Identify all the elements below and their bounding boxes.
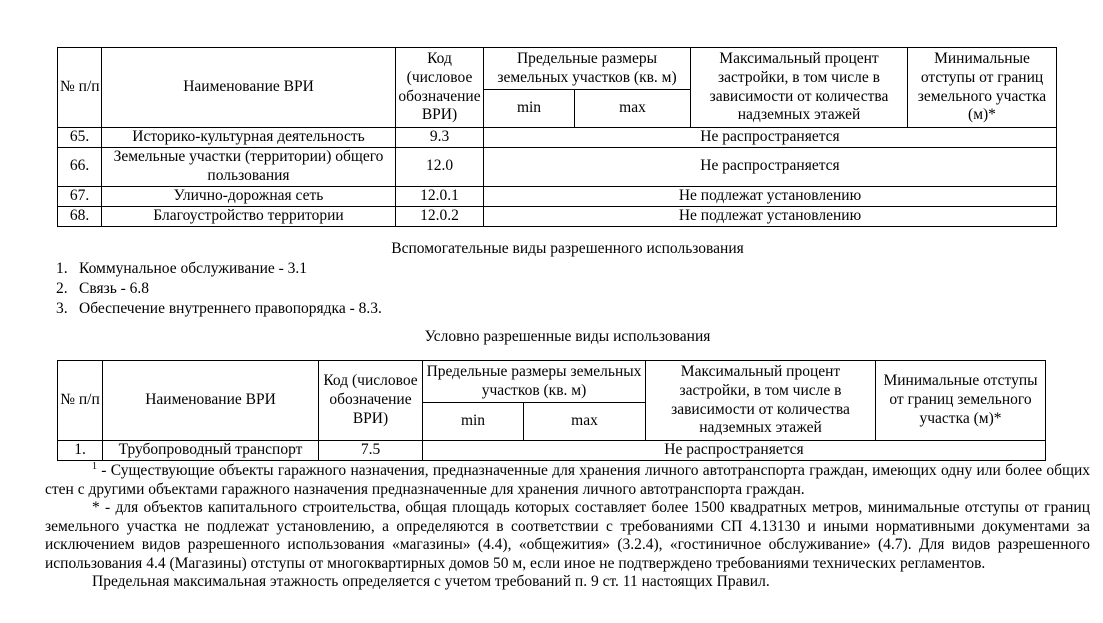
list-item-text: Коммунальное обслуживание - 3.1 xyxy=(79,260,308,277)
table-row xyxy=(58,441,1046,461)
main-col-header-min: min xyxy=(484,90,575,128)
row-num-cell: 65. xyxy=(58,128,102,148)
list-item-text: Связь - 6.8 xyxy=(79,280,150,297)
cond-col-header-size-group: Предельные размеры земельных участков (кв. м) xyxy=(423,361,646,403)
status-cell: Не распространяется xyxy=(423,441,1046,461)
cond-col-header-min: min xyxy=(423,403,524,441)
footnote-star: * - для объектов капитального строительства, общая площадь которых составляет более 1500 квадратных метров, минимальные отступы от границ земельного участка не подлежат установлению, а определяются в соответствии с требованиями СП 4.13130 и иными нормативными документами за исключением видов разрешенного использования «магазины» (4.4), «общежития» (3.2.4), «гостиничное обслуживание» (4.7). Для видов разрешенного использования 4.4 (Магазины) отступы от многоквартирных домов 50 м, если иное не подтверждено требованиями технических регламентов. xyxy=(45,499,1090,572)
table-row xyxy=(58,186,1057,206)
row-num-cell: 67. xyxy=(58,186,102,206)
main-col-header-code: Код (числовое обозначение ВРИ) xyxy=(396,48,484,128)
list-item-number: 1. xyxy=(56,260,68,277)
cond-col-header-max: max xyxy=(524,403,646,441)
list-item xyxy=(56,279,1016,299)
vri-code-cell: 7.5 xyxy=(319,441,423,461)
footnotes-block xyxy=(45,462,1090,592)
main-vri-table xyxy=(57,47,1057,227)
vri-code-cell: 9.3 xyxy=(396,128,484,148)
main-col-header-max: max xyxy=(575,90,691,128)
list-item xyxy=(56,259,1016,279)
status-cell: Не распространяется xyxy=(484,147,1057,186)
vri-name-cell: Благоустройство территории xyxy=(102,206,396,226)
auxiliary-uses-list xyxy=(56,259,1016,319)
footnote-1 xyxy=(45,462,1090,499)
list-item-text: Обеспечение внутреннего правопорядка - 8.3. xyxy=(79,300,382,317)
conditional-vri-table xyxy=(57,360,1046,461)
main-col-header-size-group: Предельные размеры земельных участков (кв. м) xyxy=(484,48,691,90)
status-cell: Не подлежат установлению xyxy=(484,186,1057,206)
cond-col-header-setback: Минимальные отступы от границ земельного участка (м)* xyxy=(876,361,1046,441)
status-cell: Не распространяется xyxy=(484,128,1057,148)
table-row xyxy=(58,206,1057,226)
main-col-header-setback: Минимальные отступы от границ земельного участка (м)* xyxy=(908,48,1057,128)
cond-col-header-num: № п/п xyxy=(58,361,103,441)
main-col-header-percent: Максимальный процент застройки, в том числе в зависимости от количества надземных этажей xyxy=(691,48,908,128)
row-num-cell: 66. xyxy=(58,147,102,186)
cond-col-header-name: Наименование ВРИ xyxy=(103,361,319,441)
cond-col-header-code: Код (числовое обозначение ВРИ) xyxy=(319,361,423,441)
footnote-max-floors: Предельная максимальная этажность определяется с учетом требований п. 9 ст. 11 настоящих Правил. xyxy=(92,573,770,590)
footnote-1-text: - Существующие объекты гаражного назначения, предназначенные для хранения личного автотранспорта граждан, имеющих одну или более общих стен с другими объектами гаражного назначения предназначенные для хранения личного автотранспорта граждан. xyxy=(45,462,1090,498)
vri-name-cell: Историко-культурная деятельность xyxy=(102,128,396,148)
list-item-number: 2. xyxy=(56,280,68,297)
row-num-cell: 1. xyxy=(58,441,103,461)
auxiliary-section-title: Вспомогательные виды разрешенного использования xyxy=(391,240,744,257)
row-num-cell: 68. xyxy=(58,206,102,226)
vri-code-cell: 12.0.2 xyxy=(396,206,484,226)
footnote-1-marker: 1 xyxy=(92,460,97,472)
main-col-header-num: № п/п xyxy=(58,48,102,128)
vri-name-cell: Земельные участки (территории) общего пользования xyxy=(102,147,396,186)
table-row xyxy=(58,147,1057,186)
main-col-header-name: Наименование ВРИ xyxy=(102,48,396,128)
cond-col-header-percent: Максимальный процент застройки, в том числе в зависимости от количества надземных этажей xyxy=(646,361,876,441)
conditional-section-title: Условно разрешенные виды использования xyxy=(424,328,711,345)
list-item xyxy=(56,299,1016,319)
vri-code-cell: 12.0 xyxy=(396,147,484,186)
vri-code-cell: 12.0.1 xyxy=(396,186,484,206)
vri-name-cell: Трубопроводный транспорт xyxy=(103,441,319,461)
table-row xyxy=(58,128,1057,148)
status-cell: Не подлежат установлению xyxy=(484,206,1057,226)
list-item-number: 3. xyxy=(56,300,68,317)
vri-name-cell: Улично-дорожная сеть xyxy=(102,186,396,206)
